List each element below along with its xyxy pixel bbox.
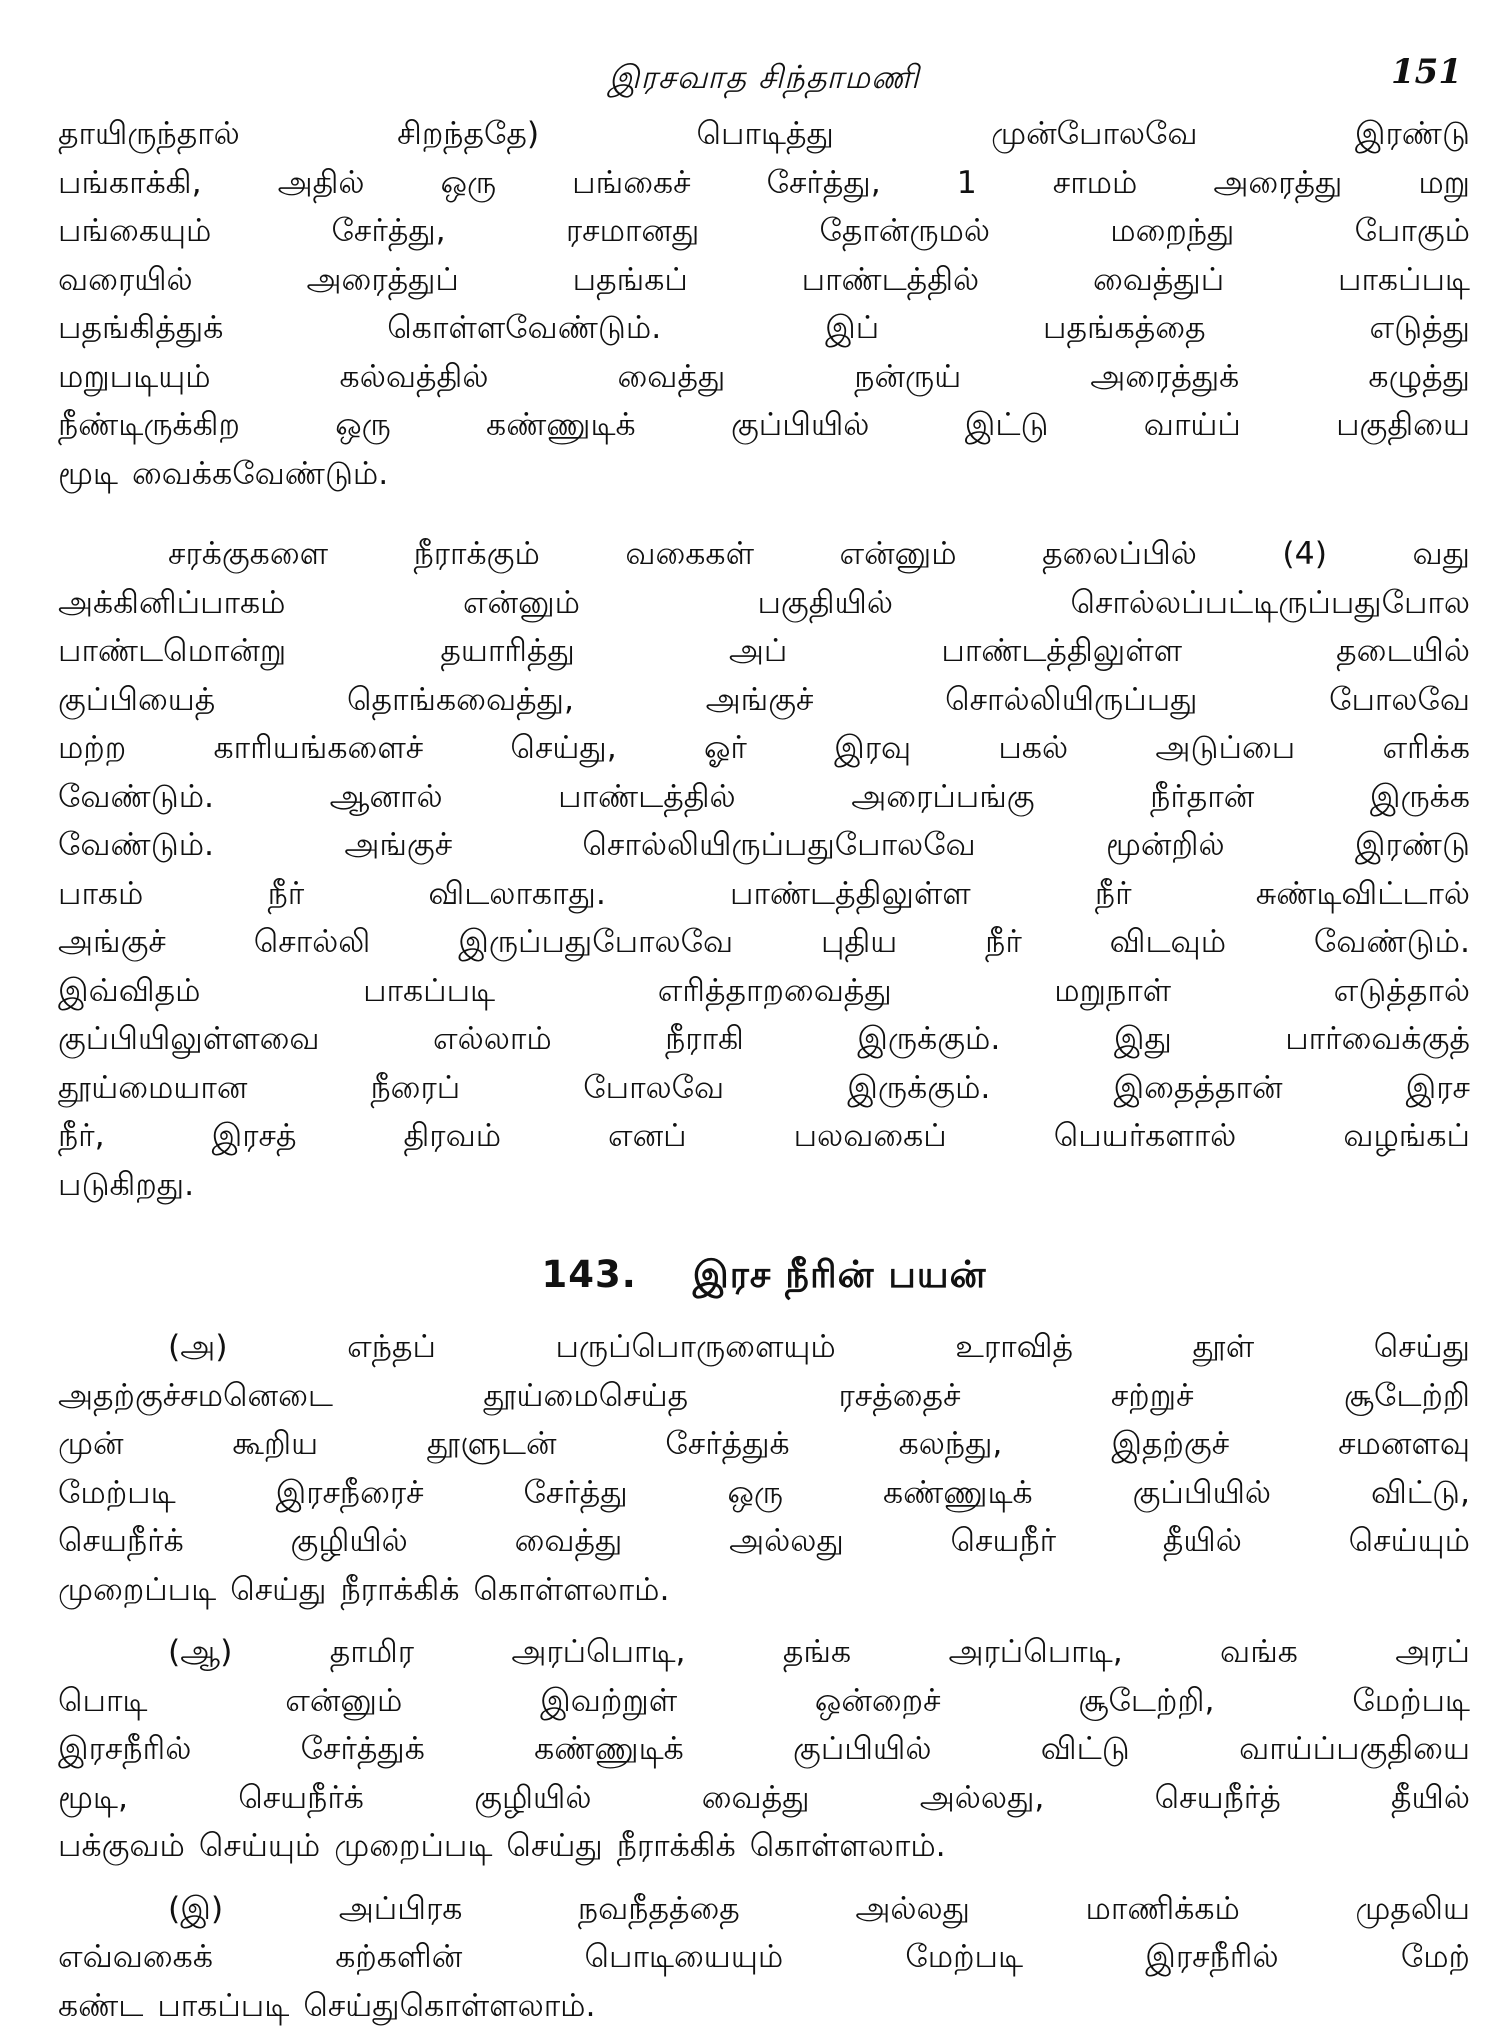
text-line: இரசநீரில் சேர்த்துக் கண்ணுடிக் குப்பியில் விட்டு வாய்ப்பகுதியை [58,1725,1470,1774]
page-number: 151 [1391,52,1462,92]
text-line: பதங்கித்துக் கொள்ளவேண்டும். இப் பதங்கத்தை எடுத்து [58,304,1470,353]
text-line: கண்ட பாகப்படி செய்துகொள்ளலாம். [58,1982,1470,2030]
text-line: செயநீர்க் குழியில் வைத்து அல்லது செயநீர் தீயில் செய்யும் [58,1517,1470,1566]
text-line: பங்கையும் சேர்த்து, ரசமானது தோன்ருமல் மறைந்து போகும் [58,207,1470,256]
book-title: இரசவாத சிந்தாமணி [58,58,1470,100]
section-title: இரச நீரின் பயன் [693,1253,987,1296]
section-number: 143. [542,1253,637,1296]
text-line: (அ) எந்தப் பருப்பொருளையும் உராவித் தூள் செய்து [58,1323,1470,1372]
text-line: அங்குச் சொல்லி இருப்பதுபோலவே புதிய நீர் விடவும் வேண்டும். [58,918,1470,967]
paragraph-aa [58,1628,1470,1871]
running-header [58,40,1470,110]
text-line: குப்பியிலுள்ளவை எல்லாம் நீராகி இருக்கும். இது பார்வைக்குத் [58,1015,1470,1064]
text-line: மூடி வைக்கவேண்டும். [58,450,1470,499]
text-line: (இ) அப்பிரக நவநீதத்தை அல்லது மாணிக்கம் முதலிய [58,1885,1470,1934]
text-line: வேண்டும். அங்குச் சொல்லியிருப்பதுபோலவே மூன்றில் இரண்டு [58,821,1470,870]
section-heading [58,1253,1470,1301]
paragraph [58,530,1470,1209]
text-line: பாகம் நீர் விடலாகாது. பாண்டத்திலுள்ள நீர் சுண்டிவிட்டால் [58,870,1470,919]
paragraph-a [58,1323,1470,1614]
text-line: குப்பியைத் தொங்கவைத்து, அங்குச் சொல்லியிருப்பது போலவே [58,676,1470,725]
text-line: தூய்மையான நீரைப் போலவே இருக்கும். இதைத்தான் இரச [58,1064,1470,1113]
text-line: பொடி என்னும் இவற்றுள் ஒன்றைச் சூடேற்றி, மேற்படி [58,1677,1470,1726]
text-line: தாயிருந்தால் சிறந்ததே) பொடித்து முன்போலவே இரண்டு [58,110,1470,159]
paragraph-continuation [58,110,1470,498]
text-line: சரக்குகளை நீராக்கும் வகைகள் என்னும் தலைப்பில் (4) வது [58,530,1470,579]
text-line: முறைப்படி செய்து நீராக்கிக் கொள்ளலாம். [58,1566,1470,1615]
text-line: முன் கூறிய தூளுடன் சேர்த்துக் கலந்து, இதற்குச் சமனளவு [58,1420,1470,1469]
text-line: அக்கினிப்பாகம் என்னும் பகுதியில் சொல்லப்பட்டிருப்பதுபோல [58,579,1470,628]
text-line: பாண்டமொன்று தயாரித்து அப் பாண்டத்திலுள்ள தடையில் [58,627,1470,676]
text-line: பக்குவம் செய்யும் முறைப்படி செய்து நீராக்கிக் கொள்ளலாம். [58,1822,1470,1871]
text-line: வரையில் அரைத்துப் பதங்கப் பாண்டத்தில் வைத்துப் பாகப்படி [58,256,1470,305]
text-line: நீர், இரசத் திரவம் எனப் பலவகைப் பெயர்களால் வழங்கப் [58,1112,1470,1161]
text-line: மறுபடியும் கல்வத்தில் வைத்து நன்ருய் அரைத்துக் கழுத்து [58,353,1470,402]
text-line: மற்ற காரியங்களைச் செய்து, ஓர் இரவு பகல் அடுப்பை எரிக்க [58,724,1470,773]
text-line: வேண்டும். ஆனால் பாண்டத்தில் அரைப்பங்கு நீர்தான் இருக்க [58,773,1470,822]
paragraph-i [58,1885,1470,2030]
text-line: எவ்வகைக் கற்களின் பொடியையும் மேற்படி இரசநீரில் மேற் [58,1933,1470,1982]
text-line: நீண்டிருக்கிற ஒரு கண்ணுடிக் குப்பியில் இட்டு வாய்ப் பகுதியை [58,401,1470,450]
text-line: அதற்குச்சமனெடை தூய்மைசெய்த ரசத்தைச் சற்றுச் சூடேற்றி [58,1372,1470,1421]
text-line: படுகிறது. [58,1161,1470,1210]
text-line: மேற்படி இரசநீரைச் சேர்த்து ஒரு கண்ணுடிக் குப்பியில் விட்டு, [58,1469,1470,1518]
text-line: பங்காக்கி, அதில் ஒரு பங்கைச் சேர்த்து, 1 சாமம் அரைத்து மறு [58,159,1470,208]
text-line: (ஆ) தாமிர அரப்பொடி, தங்க அரப்பொடி, வங்க அரப் [58,1628,1470,1677]
text-line: இவ்விதம் பாகப்படி எரித்தாறவைத்து மறுநாள் எடுத்தால் [58,967,1470,1016]
text-line: மூடி, செயநீர்க் குழியில் வைத்து அல்லது, செயநீர்த் தீயில் [58,1774,1470,1823]
